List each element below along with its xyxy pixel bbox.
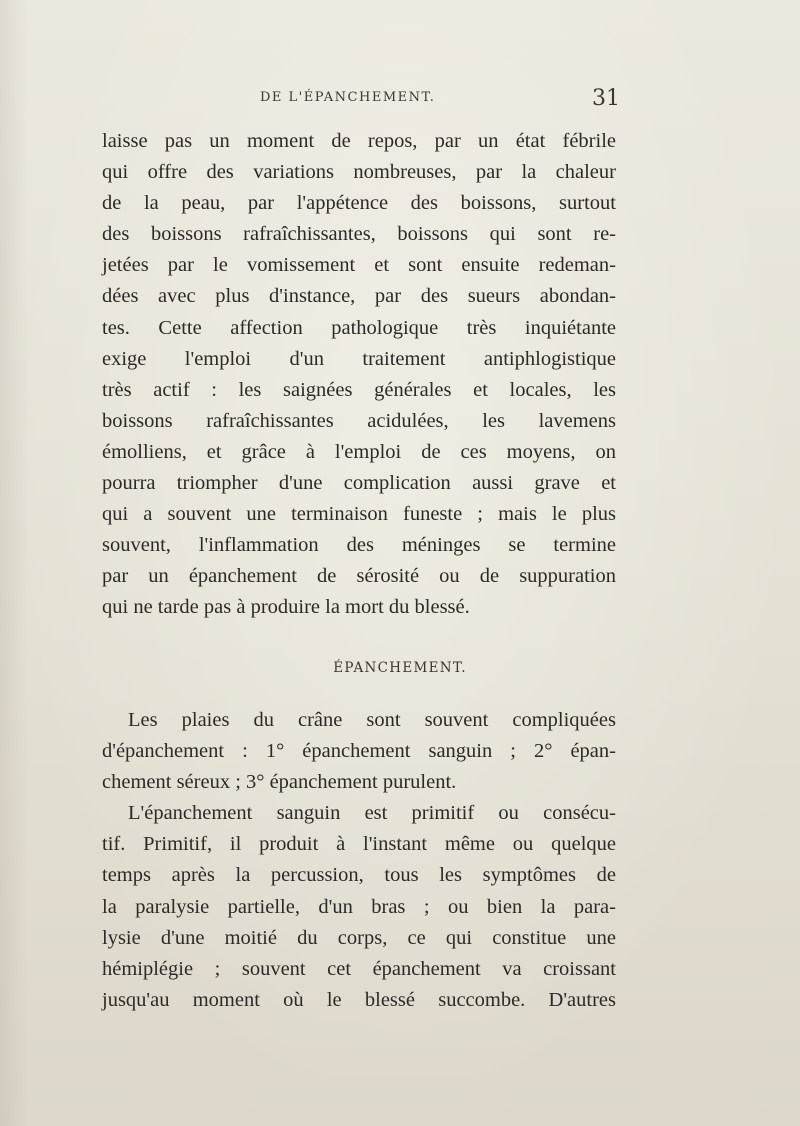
text-line: de la peau, par l'appétence des boissons, surtout xyxy=(102,192,616,215)
text-line: boissons rafraîchissantes acidulées, les lavemens xyxy=(102,409,616,432)
text-line: jusqu'au moment où le blessé succombe. D'autres xyxy=(102,988,616,1011)
text-line: qui ne tarde pas à produire la mort du blessé. xyxy=(102,596,470,619)
text-line: la paralysie partielle, d'un bras ; ou bien la para- xyxy=(102,895,616,918)
text-line: hémiplégie ; souvent cet épanchement va croissant xyxy=(102,957,616,980)
text-line: émolliens, et grâce à l'emploi de ces moyens, on xyxy=(102,440,616,463)
text-line: laisse pas un moment de repos, par un état fébrile xyxy=(102,130,616,152)
text-line: chement séreux ; 3° épanchement purulent. xyxy=(102,771,457,794)
text-line: qui offre des variations nombreuses, par la chaleur xyxy=(102,161,616,184)
text-line: L'épanchement sanguin est primitif ou consécu- xyxy=(128,802,616,825)
text-line: des boissons rafraîchissantes, boissons qui sont re- xyxy=(102,223,616,246)
text-line: pourra triompher d'une complication aussi grave et xyxy=(102,472,616,495)
text-line: d'épanchement : 1° épanchement sanguin ; 2° épan- xyxy=(102,740,616,763)
page-number: 31 xyxy=(592,86,620,111)
text-line: qui a souvent une terminaison funeste ; mais le plus xyxy=(102,503,616,526)
text-line: tif. Primitif, il produit à l'instant même ou quelque xyxy=(102,833,616,856)
text-line: dées avec plus d'instance, par des sueurs abondan- xyxy=(102,285,616,308)
text-line: temps après la percussion, tous les symptômes de xyxy=(102,864,616,887)
page-header xyxy=(100,86,630,120)
paragraph-continued xyxy=(102,126,616,624)
text-line: très actif : les saignées générales et locales, les xyxy=(102,378,616,401)
section-heading: ÉPANCHEMENT. xyxy=(333,660,467,676)
page-edge-shadow xyxy=(0,0,28,1126)
text-line: souvent, l'inflammation des méninges se termine xyxy=(102,534,616,557)
text-line: par un épanchement de sérosité ou de suppuration xyxy=(102,565,616,588)
text-line: exige l'emploi d'un traitement antiphlogistique xyxy=(102,347,616,370)
text-line: tes. Cette affection pathologique très inquiétante xyxy=(102,316,616,339)
section-body xyxy=(102,705,616,1016)
text-line: Les plaies du crâne sont souvent compliquées xyxy=(128,709,616,731)
running-title: DE L'ÉPANCHEMENT. xyxy=(260,90,436,105)
text-line: jetées par le vomissement et sont ensuite redeman- xyxy=(102,254,616,277)
text-line: lysie d'une moitié du corps, ce qui constitue une xyxy=(102,926,616,949)
